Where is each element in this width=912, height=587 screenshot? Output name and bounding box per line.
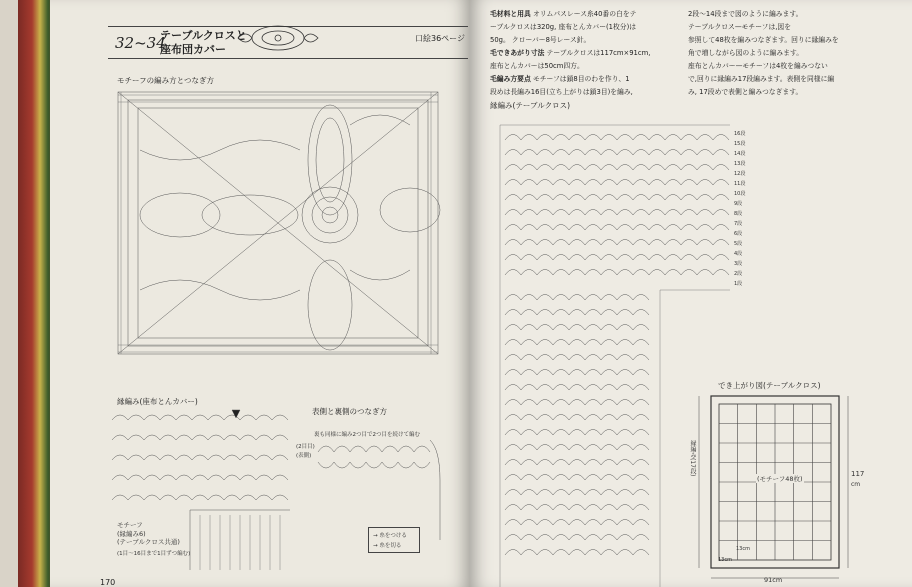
row-label: 9段 xyxy=(734,201,743,207)
row-label: 16段 xyxy=(734,131,746,137)
joining-note: 裏も同様に編み2つ目で2つ目を続けて編む xyxy=(314,432,420,438)
materials-text-2: ーブルクロスは320g, 座布とんカバー(1枚分)は xyxy=(490,23,637,31)
page-reference: 口絵36ページ xyxy=(415,34,466,43)
height-dimension: 117 xyxy=(851,470,865,478)
edge-note-2: (縁編み6) xyxy=(117,530,146,538)
materials-label: 毛材料と用具 xyxy=(490,10,531,18)
title-line-1: テーブルクロスと xyxy=(160,29,247,42)
col2-line-7: み, 17段めで表側と編みつなぎます。 xyxy=(688,88,803,96)
border-dimension-label: 縁編み(17段) xyxy=(689,440,696,477)
size-label: 毛できあがり寸法 xyxy=(490,49,545,57)
height-dimension-unit: cm xyxy=(851,481,861,488)
row-label: 10段 xyxy=(734,191,746,197)
edge-note-3: (テーブルクロス共通) xyxy=(117,538,180,546)
row-label: 15段 xyxy=(734,141,746,147)
method-text-1: モチーフは鎖8目のわを作り、1 xyxy=(532,75,630,83)
row-label: 13段 xyxy=(734,161,746,167)
legend-attach-yarn: → 糸をつける xyxy=(373,533,407,539)
row-label: 8段 xyxy=(734,211,743,217)
joining-note-2: (2目目) xyxy=(296,444,315,450)
row-label: 5段 xyxy=(734,241,743,247)
col2-line-5: 座布とんカバー—モチーフは4枚を編みつない xyxy=(688,62,828,70)
col2-line-4: 角で増しながら図のように編みます。 xyxy=(688,49,804,57)
row-label: 7段 xyxy=(734,221,743,227)
size-text-2: 座布とんカバーは50cm四方。 xyxy=(490,62,584,70)
finished-heading: でき上がり図(テーブルクロス) xyxy=(718,381,821,390)
size-text: テーブルクロスは117cm×91cm, xyxy=(546,49,651,57)
row-label: 12段 xyxy=(734,171,746,177)
materials-text-3: 50g。 クローバー8号レース針。 xyxy=(490,36,591,44)
edge-note-4: (1目～16目まで1目ずつ編む) xyxy=(117,551,191,557)
materials-text-1: オリムパスレース糸40番の白をテ xyxy=(532,10,637,18)
cell-width-dimension: 13cm xyxy=(718,557,732,563)
col2-line-2: テーブルクロス—モチーフは,図を xyxy=(688,23,792,31)
page-number: 170 xyxy=(100,578,116,587)
method-text-2: 段めは長編み16目(立ち上がりは鎖3目)を編み, xyxy=(490,88,633,96)
joining-heading: 表側と裏側のつなぎ方 xyxy=(312,407,387,416)
title-number: 32~34 xyxy=(115,34,166,52)
col2-line-3: 参照して48枚を編みつなぎます。回りに縁編みを xyxy=(688,36,839,44)
edge-note: モチーフ xyxy=(117,521,143,529)
motif-heading: モチーフの編み方とつなぎ方 xyxy=(117,76,214,85)
joining-note-3: (表側) xyxy=(296,453,312,459)
title-line-2: 座布団カバー xyxy=(160,43,226,56)
method-label: 毛編み方要点 xyxy=(490,75,531,83)
row-label: 6段 xyxy=(734,231,743,237)
row-label: 4段 xyxy=(734,251,743,257)
edge-heading-right: 縁編み(テーブルクロス) xyxy=(490,101,571,110)
col2-line-6: で,回りに縁編み17段編みます。表側を同様に編 xyxy=(688,75,835,83)
edge-heading-left: 縁編み(座布とんカバー) xyxy=(117,397,198,406)
row-label: 3段 xyxy=(734,261,743,267)
col2-line-1: 2段～14段まで図のように編みます。 xyxy=(688,10,803,18)
grid-center-label: (モチーフ48枚) xyxy=(757,475,803,483)
row-label: 11段 xyxy=(734,181,746,187)
row-label: 14段 xyxy=(734,151,746,157)
width-dimension: 91cm xyxy=(764,576,783,584)
row-label: 1段 xyxy=(734,281,743,287)
row-label: 2段 xyxy=(734,271,743,277)
cell-height-dimension: 13cm xyxy=(736,546,750,552)
legend-cut-yarn: → 糸を切る xyxy=(373,543,402,549)
